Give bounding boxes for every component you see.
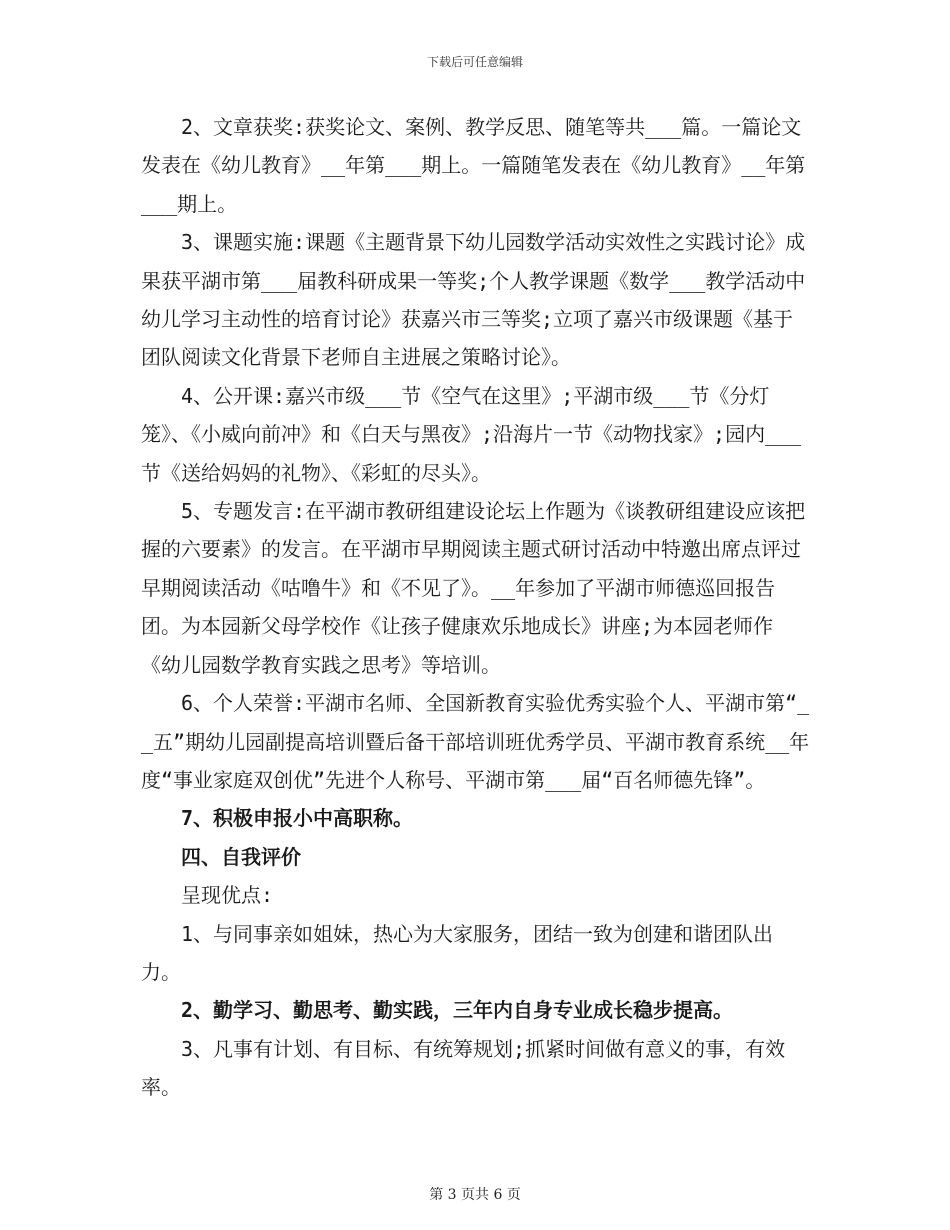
paragraph-personal-honors: 6、个人荣誉:平湖市名师、全国新教育实验优秀实验个人、平湖市第“__五”期幼儿园副提高培训暨后备干部培训班优秀学员、平湖市教育系统__年度“事业家庭双创优”先进个人称号、平湖市第___届“百名师德先锋”。	[141, 691, 810, 792]
paragraph-strengths-label: 呈现优点:	[181, 883, 274, 908]
paragraph-research-projects: 3、课题实施:课题《主题背景下幼儿园数学活动实效性之实践讨论》成果获平湖市第___届教科研成果一等奖;个人教学课题《数学___教学活动中幼儿学习主动性的培育讨论》获嘉兴市三等奖;立项了嘉兴市级课题《基于团队阅读文化背景下老师自主进展之策略讨论》。	[141, 230, 806, 370]
paragraph-strength-1: 1、与同事亲如姐妹，热心为大家服务，团结一致为创建和谐团队出力。	[141, 921, 774, 984]
paragraph-special-speeches: 5、专题发言:在平湖市教研组建设论坛上作题为《谈教研组建设应该把握的六要素》的发言。在平湖市早期阅读主题式研讨活动中特邀出席点评过早期阅读活动《咕噜牛》和《不见了》。__年参加了平湖市师德巡回报告团。为本园新父母学校作《让孩子健康欢乐地成长》讲座;为本园老师作《幼儿园数学教育实践之思考》等培训。	[141, 499, 806, 677]
paragraph-strength-3: 3、凡事有计划、有目标、有统筹规划;抓紧时间做有意义的事，有效率。	[141, 1036, 786, 1100]
document-body	[141, 108, 813, 1107]
paragraph-article-awards: 2、文章获奖:获奖论文、案例、教学反思、随笔等共___篇。一篇论文发表在《幼儿教育》__年第___期上。一篇随笔发表在《幼儿教育》__年第___期上。	[141, 115, 806, 216]
paragraph-open-classes: 4、公开课:嘉兴市级___节《空气在这里》;平湖市级___节《分灯笼》、《小威向前冲》和《白天与黑夜》;沿海片一节《动物找家》;园内___节《送给妈妈的礼物》、《彩虹的尽头》。	[141, 383, 802, 485]
paragraph-strength-2: 2、勤学习、勤思考、勤实践，三年内自身专业成长稳步提高。	[181, 998, 734, 1023]
paragraph-title-application: 7、积极申报小中高职称。	[181, 806, 414, 831]
page-number: 第 3 页共 6 页	[429, 1187, 521, 1203]
header-note: 下载后可任意编辑	[426, 55, 523, 69]
section-heading-self-evaluation: 四、自我评价	[181, 844, 301, 869]
